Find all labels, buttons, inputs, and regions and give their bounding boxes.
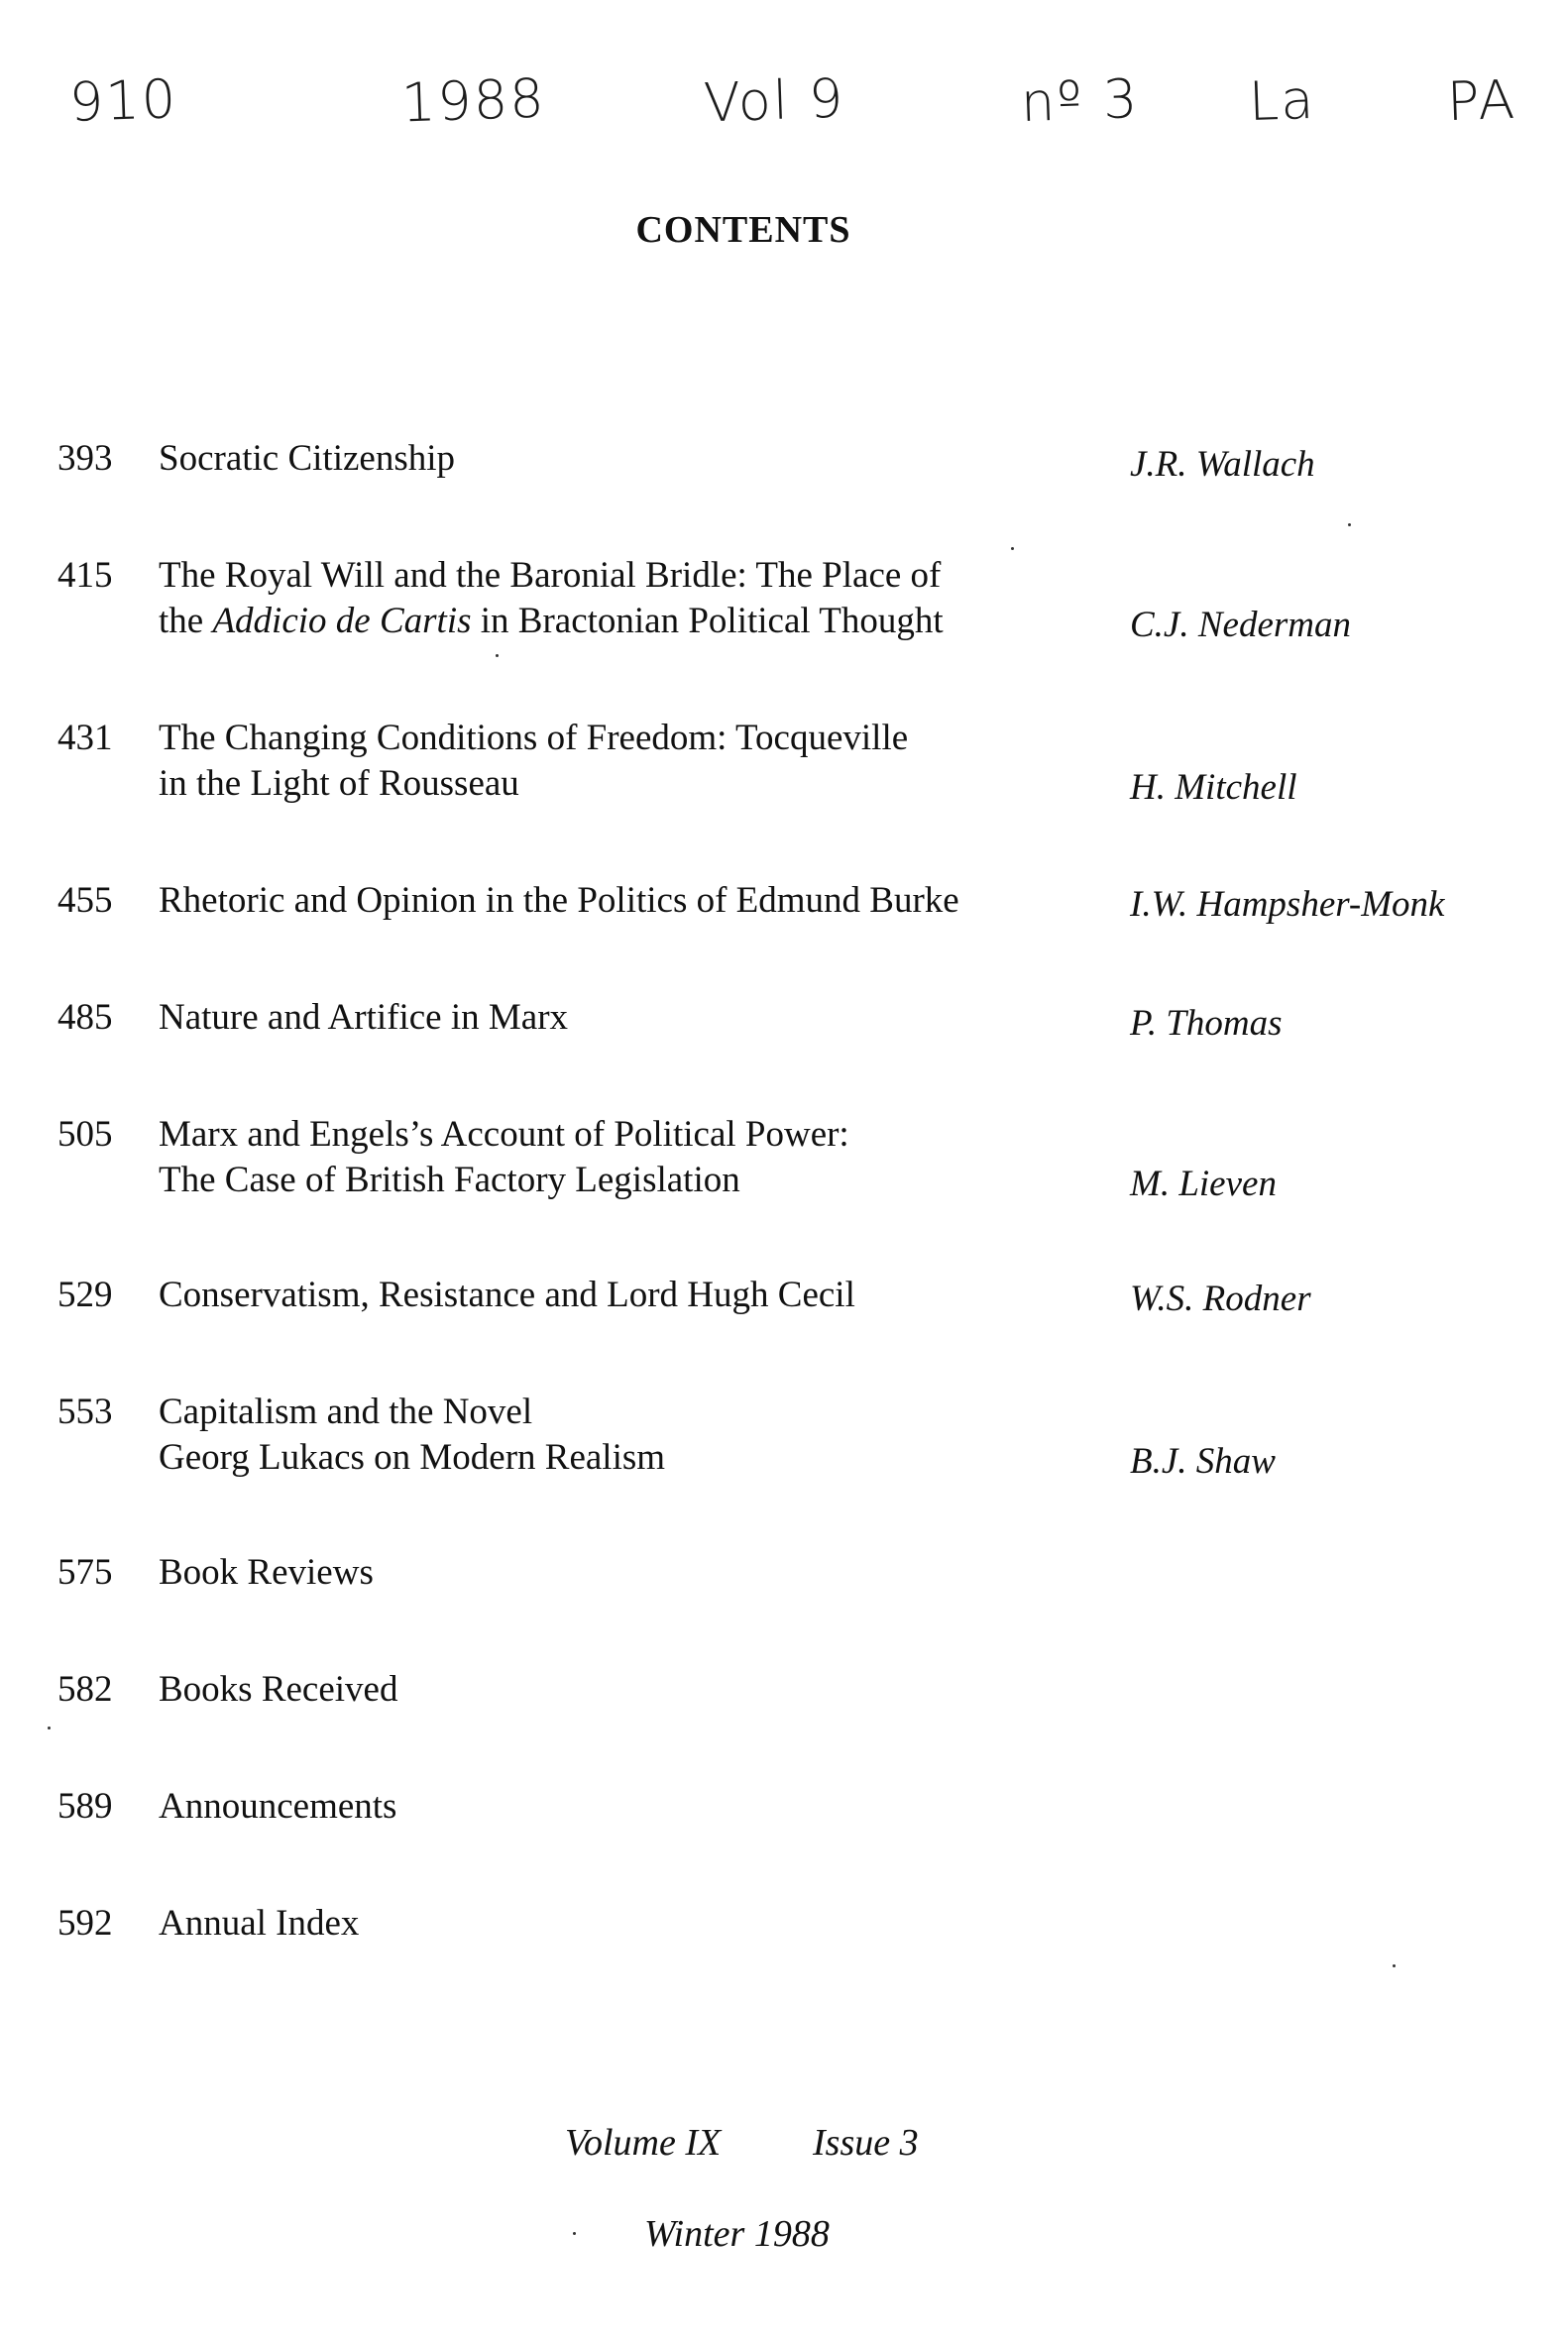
- toc-page-number: 553: [57, 1392, 113, 1432]
- toc-page-number: 431: [57, 718, 113, 758]
- season-label: Winter 1988: [644, 2213, 830, 2255]
- toc-page-number: 582: [57, 1669, 113, 1710]
- toc-title-line: Book Reviews: [159, 1552, 374, 1593]
- toc-page-number: 485: [57, 997, 113, 1038]
- toc-author: I.W. Hampsher-Monk: [1130, 884, 1445, 925]
- toc-author: P. Thomas: [1130, 1003, 1283, 1044]
- toc-title-text: in Bractonian Political Thought: [471, 601, 944, 641]
- toc-title-line: The Case of British Factory Legislation: [159, 1160, 740, 1200]
- handwritten-note-2: 1988: [399, 66, 547, 135]
- toc-title-line: [159, 599, 1110, 644]
- toc-title-line: Marx and Engels’s Account of Political Power:: [159, 1114, 849, 1155]
- handwritten-note-1: 910: [67, 67, 179, 134]
- toc-title-line: in the Light of Rousseau: [159, 763, 519, 804]
- scan-speck: [573, 2232, 576, 2235]
- toc-page-number: 455: [57, 880, 113, 921]
- handwritten-note-6: PA: [1445, 67, 1518, 134]
- handwritten-note-3: Vol 9: [702, 66, 846, 135]
- handwritten-note-4: nº 3: [1019, 66, 1141, 135]
- handwritten-note-5: La: [1247, 67, 1317, 134]
- toc-page-number: 415: [57, 555, 113, 596]
- toc-author: J.R. Wallach: [1130, 444, 1315, 485]
- toc-page-number: 529: [57, 1275, 113, 1315]
- page-title: CONTENTS: [635, 209, 851, 251]
- toc-title-line: Georg Lukacs on Modern Realism: [159, 1437, 666, 1478]
- toc-page-number: 592: [57, 1903, 113, 1944]
- toc-title: [159, 1784, 1110, 1830]
- scan-speck: [1348, 523, 1351, 526]
- toc-title-line: Socratic Citizenship: [159, 438, 456, 479]
- volume-label: Volume IX: [565, 2122, 722, 2164]
- toc-title: [159, 878, 1130, 924]
- scan-speck: [1011, 547, 1014, 550]
- toc-page-number: 393: [57, 438, 113, 479]
- toc-title: [159, 995, 1110, 1041]
- toc-title-text: the: [159, 601, 213, 641]
- toc-title-line: Annual Index: [159, 1903, 360, 1944]
- toc-title-line: Nature and Artifice in Marx: [159, 997, 569, 1038]
- scan-speck: [1393, 1964, 1396, 1967]
- scan-speck: [48, 1727, 51, 1729]
- toc-title: [159, 1390, 1110, 1481]
- toc-title: [159, 1667, 1110, 1713]
- toc-title-line: Conservatism, Resistance and Lord Hugh Cecil: [159, 1275, 855, 1315]
- toc-author: W.S. Rodner: [1130, 1279, 1311, 1319]
- toc-title-line: The Royal Will and the Baronial Bridle: The Place of: [159, 555, 942, 596]
- toc-page-number: 589: [57, 1786, 113, 1827]
- toc-title-line: Books Received: [159, 1669, 398, 1710]
- toc-title-line: Announcements: [159, 1786, 397, 1827]
- toc-author: B.J. Shaw: [1130, 1441, 1276, 1482]
- toc-title: [159, 716, 1110, 807]
- scan-speck: [496, 654, 499, 657]
- toc-title: [159, 553, 1110, 644]
- toc-title: [159, 1273, 1110, 1318]
- toc-author: M. Lieven: [1130, 1164, 1277, 1204]
- toc-title: [159, 1550, 1110, 1596]
- issue-label: Issue 3: [813, 2122, 919, 2164]
- toc-title: [159, 436, 1110, 482]
- toc-title-italic: Addicio de Cartis: [212, 601, 472, 641]
- toc-title: [159, 1901, 1110, 1947]
- toc-page-number: 505: [57, 1114, 113, 1155]
- toc-title-line: Capitalism and the Novel: [159, 1392, 533, 1432]
- toc-title: [159, 1112, 1110, 1203]
- toc-author: C.J. Nederman: [1130, 605, 1351, 645]
- toc-page-number: 575: [57, 1552, 113, 1593]
- toc-title-line: The Changing Conditions of Freedom: Tocqueville: [159, 718, 909, 758]
- toc-author: H. Mitchell: [1130, 767, 1297, 808]
- toc-title-line: Rhetoric and Opinion in the Politics of Edmund Burke: [159, 880, 959, 921]
